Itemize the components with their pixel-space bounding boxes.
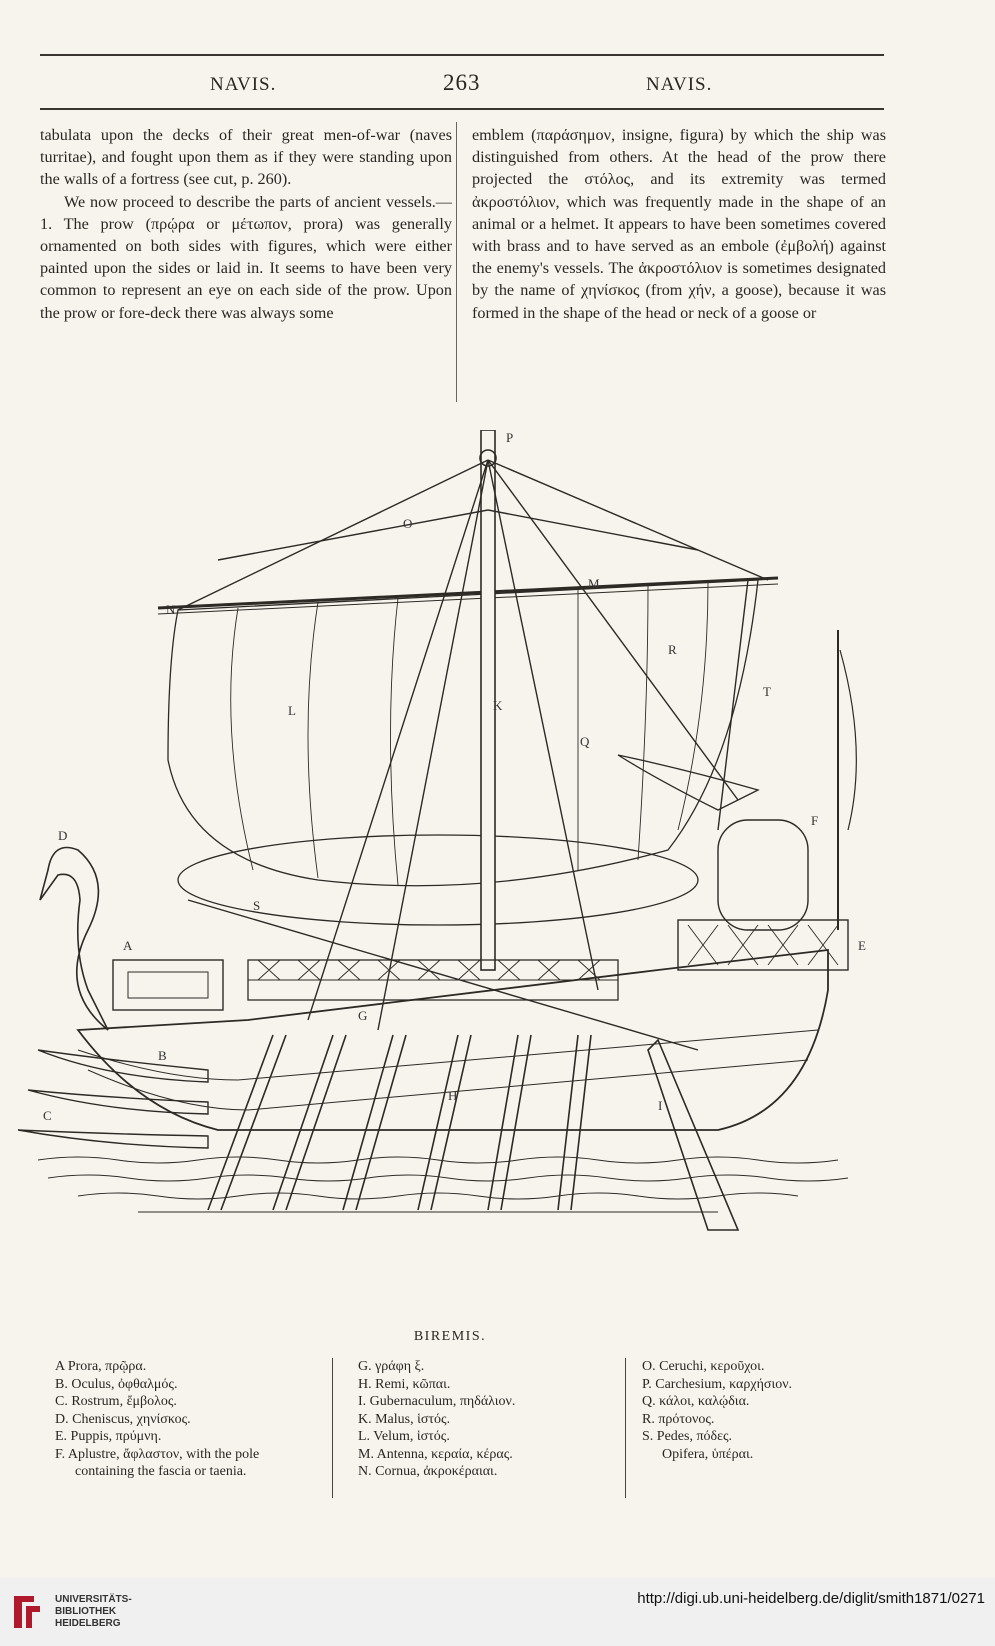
legend-item: I. Gubernaculum, πηδάλιον. — [358, 1394, 516, 1409]
figure-label: O — [403, 516, 413, 531]
figure-label: M — [588, 576, 600, 591]
figure-label: H — [448, 1088, 458, 1103]
figure-label: C — [43, 1108, 52, 1123]
running-header — [40, 70, 882, 102]
rudder — [648, 1040, 738, 1230]
legend-column — [55, 1358, 315, 1481]
legend-item: O. Ceruchi, κεροῦχοι. — [642, 1359, 765, 1374]
library-name — [55, 1594, 132, 1630]
figure-label: S — [253, 898, 261, 913]
figure-label: T — [763, 684, 771, 699]
figure-label: L — [288, 703, 296, 718]
column-divider — [456, 122, 457, 402]
legend-item: F. Aplustre, ἄφλαστον, with the pole containing the fascia or taenia. — [55, 1446, 260, 1479]
oars — [208, 1035, 591, 1210]
library-footer — [0, 1578, 995, 1646]
sail — [168, 580, 758, 886]
source-url-link[interactable]: http://digi.ub.uni-heidelberg.de/diglit/smith1871/0271 — [637, 1590, 985, 1607]
figure-label: A — [123, 938, 133, 953]
header-right-title: NAVIS. — [646, 74, 713, 95]
yard — [158, 578, 778, 608]
paragraph: We now proceed to describe the parts of ancient vessels.—1. The prow (πρῴρα or μέτωπον, prora) was generally ornamented on both sides with figures, which were either painted upon the sides or laid in. It seems to have been very common to represent an eye on each side of the prow. Upon the prow or fore-deck there was always some — [40, 192, 452, 322]
legend-item: K. Malus, ἱστός. — [358, 1411, 451, 1427]
header-bottom-rule — [40, 108, 884, 110]
header-top-rule — [40, 54, 884, 56]
figure-label: R — [668, 642, 677, 657]
figure-label: D — [58, 828, 68, 843]
legend-column — [642, 1358, 902, 1463]
figure-label: Q — [580, 734, 590, 749]
library-name-line: HEIDELBERG — [55, 1618, 121, 1629]
biremis-illustration — [18, 430, 898, 1300]
figure-label: E — [858, 938, 866, 953]
legend-item: L. Velum, ἱστός. — [358, 1429, 450, 1444]
paragraph: emblem (παράσημον, insigne, figura) by which the ship was distinguished from others. At the head of the prow there projected the στόλος, and its extremity was termed ἀκροστόλιον, which was frequently made in the shape of an animal or a helmet. It appears to have been sometimes covered with brass and to have served as an embole (ἐμβολή) against the enemy's vessels. The ἀκροστόλιον is sometimes designated by the name of χηνίσκος (from χήν, a goose), because it was formed in the shape of the head or neck of a goose or — [472, 126, 886, 322]
figure-label: N — [166, 602, 176, 617]
legend-item: E. Puppis, πρύμνη. — [55, 1429, 162, 1444]
rostrum — [18, 1050, 208, 1148]
figure-label: B — [158, 1048, 167, 1063]
text-column-left — [40, 124, 452, 324]
legend-item: G. γράφη ξ. — [358, 1359, 425, 1374]
swan-prow — [40, 848, 108, 1031]
library-name-line: UNIVERSITÄTS- — [55, 1594, 132, 1605]
rigging — [178, 460, 768, 1050]
figure-label: P — [506, 430, 514, 445]
figure-caption-title: BIREMIS. — [413, 1329, 487, 1344]
library-name-line: BIBLIOTHEK — [55, 1606, 117, 1617]
figure-labels — [43, 430, 866, 1123]
figure-label: F — [811, 813, 819, 828]
legend-item: P. Carchesium, καρχήσιον. — [642, 1376, 793, 1392]
legend-item: Opifera, ὑπέραι. — [662, 1446, 754, 1462]
legend-item: D. Cheniscus, χηνίσκος. — [55, 1411, 191, 1427]
library-logo-icon — [10, 1592, 46, 1632]
paragraph: tabulata upon the decks of their great men-of-war (naves turritae), and fought upon them as if they were standing upon the walls of a fortress (see cut, p. 260). — [40, 126, 452, 189]
figure-label: G — [358, 1008, 368, 1023]
text-column-right — [472, 124, 886, 324]
figure-label: K — [493, 698, 503, 713]
legend-item: Q. κάλοι, καλῴδια. — [642, 1394, 750, 1409]
page-number: 263 — [443, 70, 481, 95]
legend-item: A Prora, πρῷρα. — [55, 1359, 147, 1374]
legend-item: M. Antenna, κεραία, κέρας. — [358, 1446, 513, 1462]
legend-item: H. Remi, κῶπαι. — [358, 1376, 451, 1392]
legend-item: B. Oculus, ὀφθαλμός. — [55, 1376, 178, 1392]
legend-item: N. Cornua, ἀκροκέραιαι. — [358, 1464, 498, 1479]
legend-divider — [332, 1358, 333, 1498]
legend-divider — [625, 1358, 626, 1498]
figure-label: I — [658, 1098, 663, 1113]
hull — [78, 950, 828, 1130]
legend-item: S. Pedes, πόδες. — [642, 1429, 733, 1444]
legend-column — [358, 1358, 618, 1481]
header-left-title: NAVIS. — [210, 74, 277, 95]
legend-item: R. πρότονος. — [642, 1411, 715, 1427]
legend-item: C. Rostrum, ἔμβολος. — [55, 1394, 177, 1409]
